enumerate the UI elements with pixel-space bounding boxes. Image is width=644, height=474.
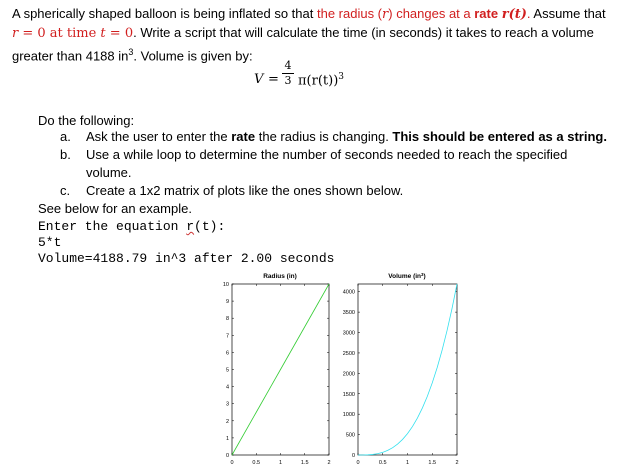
- problem-r-init: r: [12, 26, 19, 41]
- y-tick-label: 0: [351, 453, 355, 459]
- formula-denominator: 3: [284, 74, 292, 87]
- problem-text: A spherically shaped balloon is being inflated so that: [12, 6, 317, 21]
- console-prompt: Enter the equation: [38, 219, 187, 234]
- problem-dot: .: [526, 6, 531, 21]
- instruction-item-c: [60, 182, 630, 200]
- instruction-item-b: [60, 146, 630, 182]
- plots-figure: [210, 268, 640, 468]
- formula-exponent: 3: [338, 72, 345, 82]
- x-tick-label: 2: [327, 460, 331, 466]
- problem-statement: [12, 5, 634, 65]
- problem-rt: r(t): [501, 7, 527, 22]
- y-tick-label: 2500: [342, 350, 355, 357]
- instruction-bold-string: This should be entered as a string.: [392, 129, 607, 144]
- x-tick-label: 2: [455, 460, 459, 466]
- y-tick-label: 1500: [342, 391, 355, 398]
- chart-title: Radius (in): [263, 273, 297, 280]
- x-tick-label: 1: [278, 460, 283, 466]
- instruction-marker: a.: [60, 129, 71, 144]
- formula-lhs: V: [254, 72, 264, 87]
- volume-formula: [254, 60, 394, 100]
- problem-line-3-rest: . Volume is given by:: [133, 48, 253, 64]
- problem-radius-phrase: the radius (: [316, 6, 383, 21]
- formula-pi-rt: π(r(t)): [298, 73, 339, 89]
- y-tick-label: 1000: [342, 412, 355, 419]
- x-tick-label: 1.5: [300, 460, 309, 466]
- instruction-text: volume.: [86, 165, 132, 180]
- y-tick-label: 6: [225, 350, 229, 357]
- instructions-heading: Do the following:: [38, 113, 135, 128]
- problem-t-eq: = 0: [105, 26, 134, 41]
- problem-line-1: [12, 5, 634, 24]
- x-tick-label: 1.5: [428, 460, 437, 466]
- formula-numerator: 4: [284, 59, 292, 72]
- y-tick-label: 500: [345, 432, 355, 439]
- axes-box: [358, 284, 457, 455]
- y-tick-label: 8: [225, 316, 229, 323]
- y-tick-label: 9: [225, 299, 229, 306]
- problem-r-eq: = 0 at time: [18, 26, 101, 41]
- x-tick-label: 0: [230, 460, 234, 466]
- plots-svg: [210, 268, 640, 468]
- y-tick-label: 0: [225, 453, 229, 459]
- problem-rate: rate: [474, 6, 502, 21]
- y-tick-label: 5: [225, 367, 229, 374]
- chart-title: Volume $(in^3)$: [388, 272, 426, 280]
- console-prompt-end: (t):: [194, 219, 226, 234]
- problem-cube-sup: 3: [128, 47, 134, 57]
- instruction-text: Use a while loop to determine the number of seconds needed to reach the specified: [86, 147, 568, 162]
- formula-equals: =: [268, 72, 279, 87]
- formula-fraction: [282, 60, 294, 87]
- instruction-body: Create a 1x2 matrix of plots like the ones shown below.: [86, 183, 404, 198]
- y-tick-label: 7: [225, 333, 229, 340]
- x-tick-label: 0: [356, 460, 360, 466]
- instruction-body: [86, 128, 607, 146]
- y-tick-label: 3: [225, 401, 229, 408]
- problem-t: t: [100, 26, 106, 41]
- instruction-body: [86, 146, 567, 182]
- y-tick-label: 3000: [342, 330, 355, 337]
- instruction-text: Ask the user to enter the: [86, 129, 232, 144]
- console-line-2: 5*t: [38, 235, 62, 250]
- instruction-marker: b.: [60, 147, 71, 162]
- y-tick-label: 4: [225, 384, 229, 391]
- console-prompt-var: r: [186, 219, 195, 234]
- problem-line-2: [12, 24, 634, 43]
- y-tick-label: 1: [225, 435, 229, 442]
- instruction-marker: c.: [60, 183, 71, 198]
- example-intro: See below for an example.: [38, 201, 192, 216]
- console-line-3: Volume=4188.79 in^3 after 2.00 seconds: [38, 251, 335, 266]
- y-tick-label: 10: [222, 282, 229, 288]
- problem-radius-phrase-end: ) changes at a: [388, 6, 475, 21]
- problem-line-2-rest: . Write a script that will calculate the time (in seconds) it takes to reach a volume: [133, 25, 594, 40]
- instruction-item-a: [60, 128, 630, 146]
- problem-line-3-text: greater than 4188 in: [12, 48, 129, 64]
- formula-body: [298, 72, 344, 88]
- y-tick-label: 3500: [342, 310, 355, 317]
- x-tick-label: 1: [405, 460, 410, 466]
- console-line-1: [38, 219, 225, 235]
- y-tick-label: 2000: [342, 371, 355, 378]
- instruction-text: the radius is changing.: [255, 129, 393, 144]
- problem-var-r: r: [382, 7, 389, 22]
- y-tick-label: 4000: [342, 289, 355, 296]
- x-tick-label: 0.5: [378, 460, 387, 466]
- problem-assume: Assume that: [530, 6, 606, 21]
- x-tick-label: 0.5: [252, 460, 261, 466]
- instruction-bold-rate: rate: [231, 129, 256, 144]
- y-tick-label: 2: [225, 418, 229, 425]
